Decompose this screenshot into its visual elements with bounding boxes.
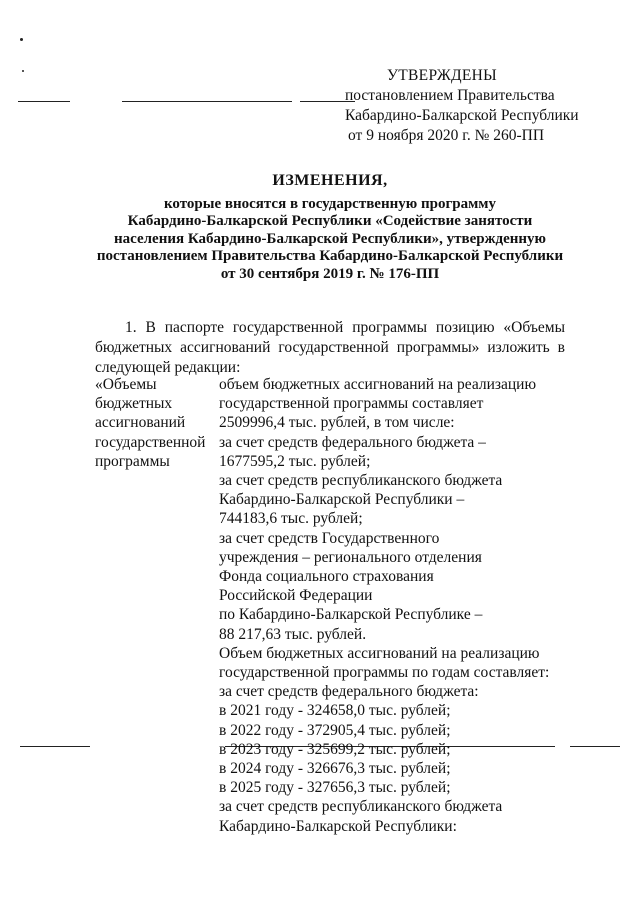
right-line: в 2023 году - 325699,2 тыс. рублей; (219, 740, 451, 758)
right-line: 744183,6 тыс. рублей; (219, 510, 363, 528)
approval-line: постановлением Правительства (345, 87, 555, 104)
right-line: объем бюджетных ассигнований на реализацию (219, 376, 537, 393)
left-line: «Объемы (95, 376, 157, 393)
right-line: по Кабардино-Балкарской Республике – (219, 606, 483, 624)
table-right-column (219, 375, 564, 836)
left-line: программы (95, 452, 170, 470)
right-line: Объем бюджетных ассигнований на реализацию (219, 644, 540, 662)
scan-speck (22, 70, 24, 72)
title-line: от 30 сентября 2019 г. № 176-ПП (220, 265, 440, 282)
title-line: которые вносятся в государственную программу (163, 195, 497, 212)
left-line: ассигнований (95, 414, 186, 432)
right-line: Фонда социального страхования (219, 568, 434, 586)
scan-line (122, 101, 292, 102)
right-line: учреждения – регионального отделения (219, 548, 482, 566)
scan-line (570, 746, 620, 747)
right-line: Кабардино-Балкарской Республики: (219, 817, 457, 835)
title-line: постановлением Правительства Кабардино-Балкарской Республики (96, 248, 564, 264)
title-line: населения Кабардино-Балкарской Республики», утвержденную (114, 230, 546, 247)
approval-heading: УТВЕРЖДЕНЫ (387, 67, 497, 84)
right-line: в 2022 году - 372905,4 тыс. рублей; (219, 721, 451, 739)
right-line: государственной программы по годам составляет: (219, 664, 550, 682)
right-line: в 2025 году - 327656,3 тыс. рублей; (219, 779, 451, 797)
table-left-column (95, 375, 210, 471)
right-line: за счет средств республиканского бюджета (219, 798, 503, 816)
right-line: за счет средств федерального бюджета: (219, 683, 479, 701)
right-line: 88 217,63 тыс. рублей. (219, 625, 367, 643)
title-main: ИЗМЕНЕНИЯ, (272, 172, 388, 189)
scan-speck (20, 38, 23, 41)
right-line: в 2021 году - 324658,0 тыс. рублей; (219, 702, 451, 720)
right-line: Российской Федерации (219, 587, 373, 605)
paragraph-text: В паспорте государственной программы позицию «Объемы бюджетных ассигнований государственной программы» изложить в следующей редакции: (95, 319, 565, 376)
approval-block (345, 66, 595, 146)
right-line: Кабардино-Балкарской Республики – (219, 491, 465, 509)
paragraph-1 (95, 318, 565, 378)
approval-line: Кабардино-Балкарской Республики (345, 107, 579, 124)
left-line: бюджетных (95, 395, 173, 413)
document-title (80, 172, 580, 283)
right-line: в 2024 году - 326676,3 тыс. рублей; (219, 760, 451, 778)
right-line: за счет средств республиканского бюджета (219, 472, 503, 490)
title-line: Кабардино-Балкарской Республики «Содействие занятости (127, 213, 533, 229)
paragraph-number: 1. (125, 319, 137, 336)
approval-line: от 9 ноября 2020 г. № 260-ПП (348, 127, 545, 144)
right-line: 1677595,2 тыс. рублей; (219, 452, 371, 470)
left-line: государственной (95, 433, 206, 451)
right-line: за счет средств Государственного (219, 529, 440, 547)
right-line: государственной программы составляет (219, 395, 484, 413)
right-line: за счет средств федерального бюджета – (219, 433, 486, 451)
scan-line (18, 101, 70, 102)
right-line: 2509996,4 тыс. рублей, в том числе: (219, 414, 455, 432)
scan-line (20, 746, 90, 747)
